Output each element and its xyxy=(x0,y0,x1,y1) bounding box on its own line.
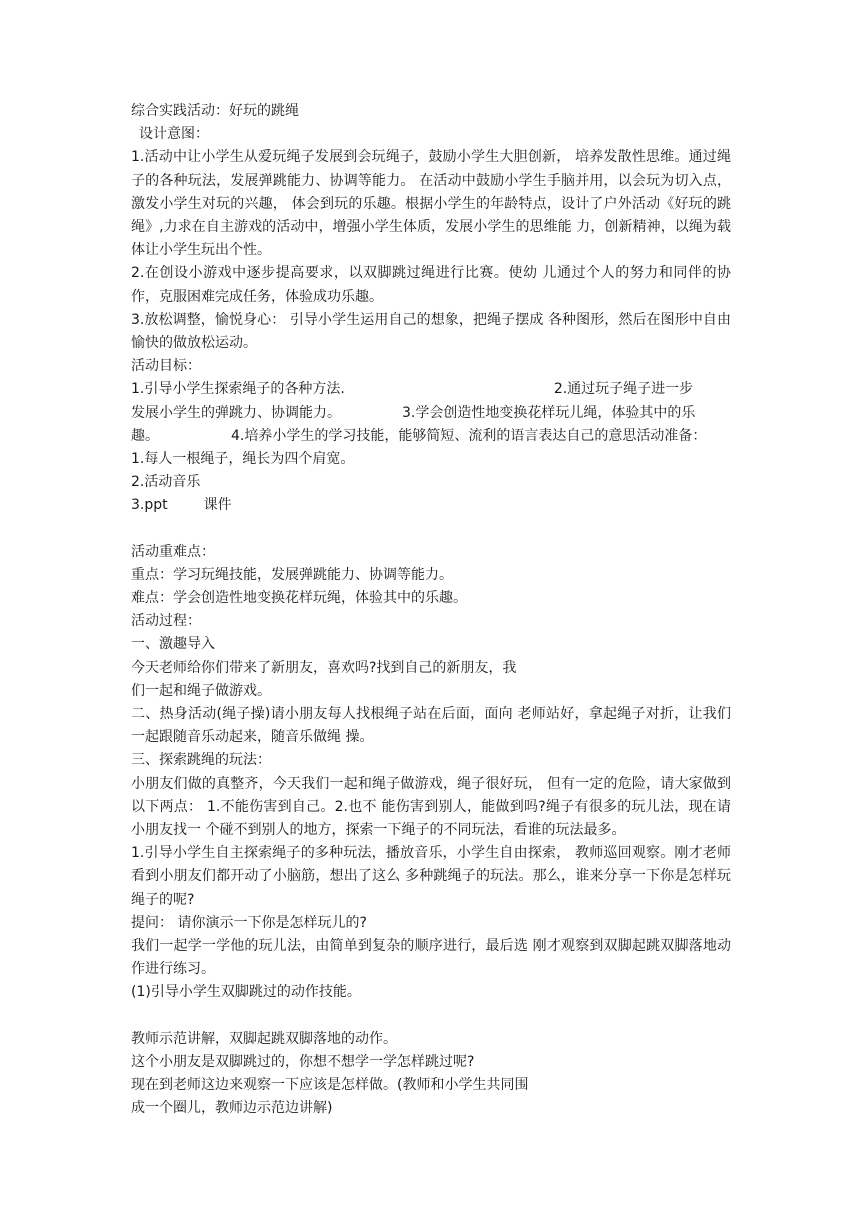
section-1-line-2: 们一起和绳子做游戏。 xyxy=(131,682,271,699)
section-3-paragraph-2: 1.引导小学生自主探索绳子的多种玩法，播放音乐，小学生自由探索， 教师巡回观察。刚才老师看到小朋友们都开动了小脑筋，想出了这么 多种跳绳子的玩法。那么，谁来分享一下你是怎样玩绳子的呢? xyxy=(131,845,731,908)
prep-item-3-text: 课件 xyxy=(203,497,232,514)
document-page xyxy=(131,100,731,1121)
section-3-paragraph-1: 小朋友们做的真整齐，今天我们一起和绳子做游戏，绳子很好玩， 但有一定的危险，请大家做到以下两点： 1.不能伤害到自己。2.也不 能伤害到别人，能做到吗?绳子有很多的玩儿法，现在请小朋友找一 个碰不到别人的地方，探索一下绳子的不同玩法，看谁的玩法最多。 xyxy=(131,775,731,839)
prep-item-3-number: 3.ppt xyxy=(131,497,168,514)
section-3-line-c: 成一个圈儿，教师边示范边讲解) xyxy=(131,1100,333,1117)
key-heading: 活动重难点： xyxy=(131,543,215,560)
blank-line xyxy=(131,518,731,541)
goals-line-3 xyxy=(131,425,731,448)
goals-line-2 xyxy=(131,402,731,425)
section-1-line-1: 今天老师给你们带来了新朋友，喜欢吗?找到自己的新朋友，我 xyxy=(131,659,517,676)
goal-2-start: 2.通过玩子绳子进一步 xyxy=(553,381,694,398)
design-heading: 设计意图： xyxy=(139,126,209,143)
design-paragraph-1: 1.活动中让小学生从爱玩绳子发展到会玩绳子，鼓励小学生大胆创新， 培养发散性思维。通过绳子的各种玩法，发展弹跳能力、协调等能力。 在活动中鼓励小学生手脑并用，以会玩为切入点，激发小学生对玩的兴趣， 体会到玩的乐趣。根据小学生的年龄特点，设计了户外活动《好玩的跳 绳》,力求在自主游戏的活动中，增强小学生体质，发展小学生的思维能 力，创新精神，以绳为载体让小学生玩出个性。 xyxy=(131,149,731,259)
prep-item-1: 1.每人一根绳子，绳长为四个肩宽。 xyxy=(131,450,355,467)
section-3-line-b: 现在到老师这边来观察一下应该是怎样做。(教师和小学生共同围 xyxy=(131,1077,529,1094)
key-point: 重点：学习玩绳技能，发展弹跳能力、协调等能力。 xyxy=(131,566,453,583)
prep-item-2: 2.活动音乐 xyxy=(131,474,201,491)
section-3-heading: 三、探索跳绳的玩法： xyxy=(131,752,271,769)
section-3-demo: 教师示范讲解，双脚起跳双脚落地的动作。 xyxy=(131,1030,397,1047)
prep-item-3 xyxy=(131,494,731,517)
section-3-question: 提问： 请你演示一下你是怎样玩儿的? xyxy=(131,914,367,931)
design-paragraph-3: 3.放松调整，愉悦身心： 引导小学生运用自己的想象，把绳子摆成 各种图形，然后在图形中自由愉快的做放松运动。 xyxy=(131,311,731,351)
goal-3-end: 趣。 xyxy=(131,427,159,444)
goal-1: 1.引导小学生探索绳子的各种方法. xyxy=(131,381,345,398)
goals-line-1 xyxy=(131,378,731,401)
blank-line-2 xyxy=(131,1005,731,1028)
goal-3-start: 3.学会创造性地变换花样玩儿绳，体验其中的乐 xyxy=(402,404,696,421)
design-paragraph-2: 2.在创设小游戏中逐步提高要求，以双脚跳过绳进行比赛。使幼 儿通过个人的努力和同伴的协作，克服困难完成任务，体验成功乐趣。 xyxy=(131,265,731,305)
goals-heading: 活动目标： xyxy=(131,358,201,375)
document-title: 综合实践活动：好玩的跳绳 xyxy=(131,103,299,119)
difficult-point: 难点：学会创造性地变换花样玩绳，体验其中的乐趣。 xyxy=(131,590,467,607)
process-heading: 活动过程： xyxy=(131,613,201,630)
section-3-paragraph-3: 我们一起学一学他的玩儿法，由简单到复杂的顺序进行，最后选 刚才观察到双脚起跳双脚落地动作进行练习。 xyxy=(131,938,731,978)
section-2-paragraph: 二、热身活动(绳子操)请小朋友每人找根绳子站在后面，面向 老师站好，拿起绳子对折，让我们一起跟随音乐动起来，随音乐做绳 操。 xyxy=(131,706,731,746)
section-1-heading: 一、激趣导入 xyxy=(131,636,215,653)
goal-4: 4.培养小学生的学习技能，能够简短、流利的语言表达自己的意思活动准备： xyxy=(231,427,707,444)
section-3-sub-1: (1)引导小学生双脚跳过的动作技能。 xyxy=(131,984,361,1001)
section-3-line-a: 这个小朋友是双脚跳过的，你想不想学一学怎样跳过呢? xyxy=(131,1053,475,1070)
goal-2-end: 发展小学生的弹跳力、协调能力。 xyxy=(131,404,341,421)
